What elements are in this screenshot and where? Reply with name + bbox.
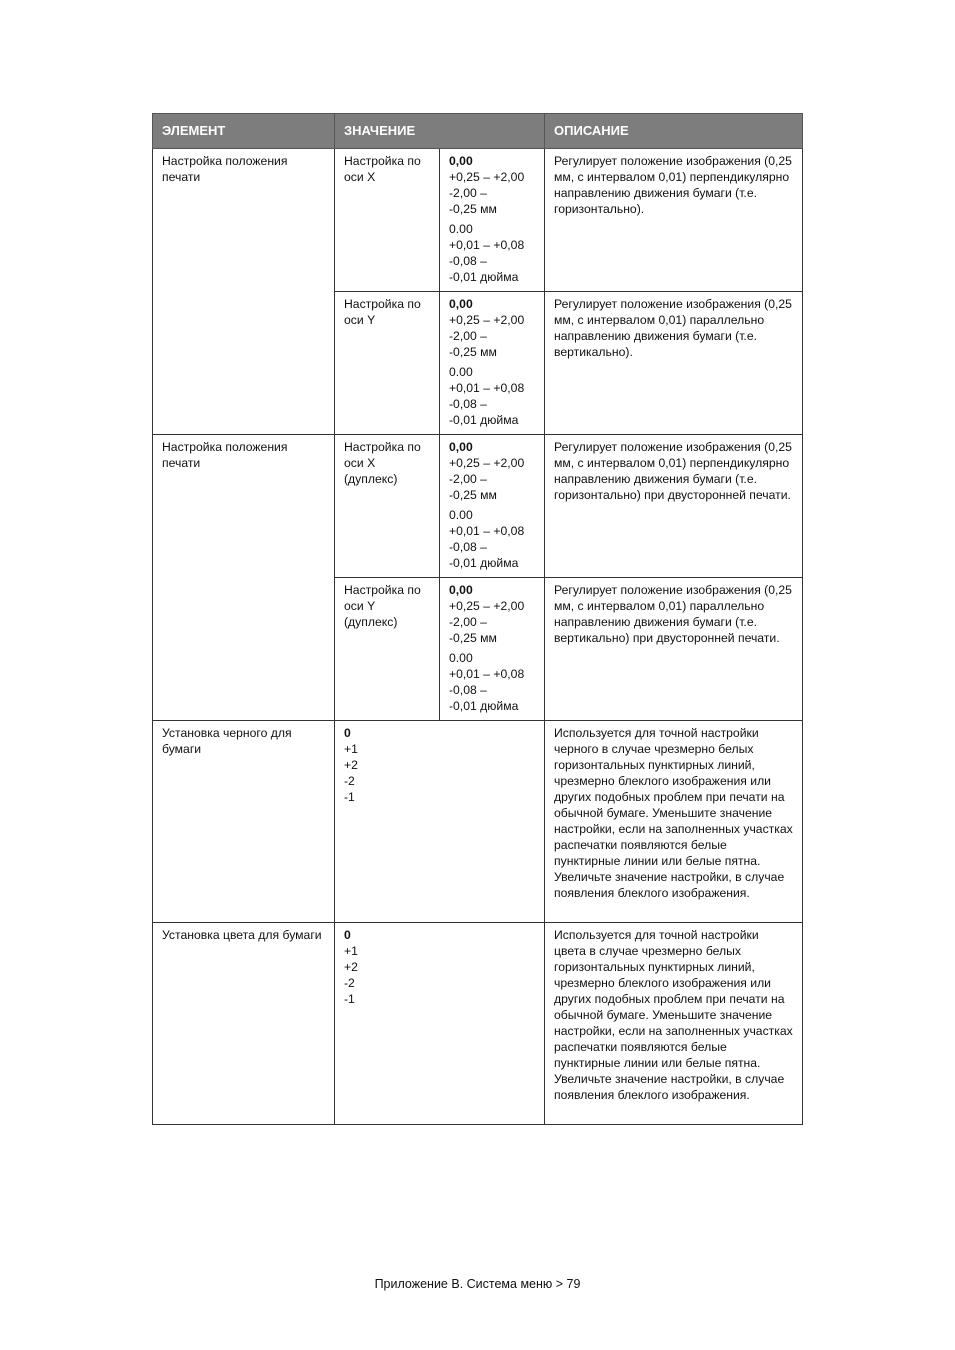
- value-cell: [335, 721, 545, 923]
- item-cell: [153, 149, 335, 435]
- value-line: -0,25 мм: [449, 202, 497, 216]
- item-label: Настройка положения печати: [162, 440, 288, 470]
- table-row: [153, 149, 803, 292]
- value-line: +1: [344, 742, 358, 756]
- sub-label: Настройка по оси Y (дуплекс): [344, 583, 421, 629]
- header-value: ЗНАЧЕНИЕ: [335, 114, 545, 149]
- value-line: -1: [344, 992, 355, 1006]
- value-default-inch: 0.00: [449, 222, 473, 236]
- value-line: -2,00 –: [449, 186, 487, 200]
- value-line: +2: [344, 960, 358, 974]
- value-default-inch: 0.00: [449, 508, 473, 522]
- value-default-mm: 0,00: [449, 154, 473, 168]
- sub-label-cell: [335, 292, 440, 435]
- table-header-row: [153, 114, 803, 149]
- value-line: +0,01 – +0,08: [449, 381, 525, 395]
- table-row: [153, 721, 803, 923]
- value-cell: [335, 923, 545, 1125]
- description-cell: [545, 721, 803, 923]
- value-line: -0,01 дюйма: [449, 270, 519, 284]
- menu-settings-table: [152, 113, 803, 1125]
- value-cell: [440, 578, 545, 721]
- sub-label: Настройка по оси Y: [344, 297, 421, 327]
- description-cell: [545, 578, 803, 721]
- value-line: -0,08 –: [449, 683, 487, 697]
- value-line: -2,00 –: [449, 472, 487, 486]
- sub-label: Настройка по оси X (дуплекс): [344, 440, 421, 486]
- value-default-mm: 0,00: [449, 440, 473, 454]
- value-cell: [440, 435, 545, 578]
- value-line: -0,08 –: [449, 397, 487, 411]
- value-default: 0: [344, 726, 351, 740]
- value-line: -2,00 –: [449, 615, 487, 629]
- description-text: Регулирует положение изображения (0,25 мм, с интервалом 0,01) перпендикулярно направлению движения бумаги (т.е. горизонтально) при двусторонней печати.: [554, 440, 792, 502]
- value-cell: [440, 149, 545, 292]
- description-text: Регулирует положение изображения (0,25 мм, с интервалом 0,01) параллельно направлению движения бумаги (т.е. вертикально).: [554, 297, 792, 359]
- value-default: 0: [344, 928, 351, 942]
- value-default-inch: 0.00: [449, 365, 473, 379]
- value-line: -2: [344, 774, 355, 788]
- value-line: -0,25 мм: [449, 345, 497, 359]
- sub-label-cell: [335, 435, 440, 578]
- header-element: ЭЛЕМЕНТ: [153, 114, 335, 149]
- value-line: -0,08 –: [449, 540, 487, 554]
- description-cell: [545, 923, 803, 1125]
- page-footer: Приложение В. Система меню > 79: [374, 1277, 581, 1291]
- description-cell: [545, 292, 803, 435]
- value-line: +2: [344, 758, 358, 772]
- value-line: +0,01 – +0,08: [449, 524, 525, 538]
- value-default-inch: 0.00: [449, 651, 473, 665]
- value-line: +1: [344, 944, 358, 958]
- value-line: -0,08 –: [449, 254, 487, 268]
- item-label: Установка цвета для бумаги: [162, 928, 322, 942]
- description-cell: [545, 435, 803, 578]
- value-line: -0,01 дюйма: [449, 413, 519, 427]
- item-cell: [153, 435, 335, 721]
- sub-label-cell: [335, 578, 440, 721]
- item-cell: [153, 721, 335, 923]
- sub-label-cell: [335, 149, 440, 292]
- header-description: ОПИСАНИЕ: [545, 114, 803, 149]
- table-row: [153, 923, 803, 1125]
- value-default-mm: 0,00: [449, 583, 473, 597]
- table-row: [153, 435, 803, 578]
- description-text: Регулирует положение изображения (0,25 мм, с интервалом 0,01) перпендикулярно направлению движения бумаги (т.е. горизонтально).: [554, 154, 792, 216]
- value-line: +0,25 – +2,00: [449, 599, 525, 613]
- value-line: -2: [344, 976, 355, 990]
- value-line: +0,25 – +2,00: [449, 170, 525, 184]
- value-line: -0,25 мм: [449, 631, 497, 645]
- value-cell: [440, 292, 545, 435]
- value-default-mm: 0,00: [449, 297, 473, 311]
- value-line: +0,01 – +0,08: [449, 667, 525, 681]
- description-text: Используется для точной настройки цвета в случае чрезмерно белых горизонтальных пунктирных линий, чрезмерно блеклого изображения или других подобных проблем при печати на обычной бумаге. Уменьшите значение настройки, если на заполненных участках распечатки появляются белые пунктирные линии или белые пятна. Увеличьте значение настройки, в случае появления блеклого изображения.: [554, 928, 793, 1102]
- value-line: +0,01 – +0,08: [449, 238, 525, 252]
- description-cell: [545, 149, 803, 292]
- description-text: Используется для точной настройки черного в случае чрезмерно белых горизонтальных пунктирных линий, чрезмерно блеклого изображения или других подобных проблем при печати на обычной бумаге. Уменьшите значение настройки, если на заполненных участках распечатки появляются белые пунктирные линии или белые пятна. Увеличьте значение настройки, в случае появления блеклого изображения.: [554, 726, 793, 900]
- item-label: Настройка положения печати: [162, 154, 288, 184]
- value-line: -0,01 дюйма: [449, 556, 519, 570]
- value-line: -0,25 мм: [449, 488, 497, 502]
- sub-label: Настройка по оси X: [344, 154, 421, 184]
- value-line: -2,00 –: [449, 329, 487, 343]
- value-line: +0,25 – +2,00: [449, 313, 525, 327]
- value-line: +0,25 – +2,00: [449, 456, 525, 470]
- item-label: Установка черного для бумаги: [162, 726, 292, 756]
- value-line: -1: [344, 790, 355, 804]
- value-line: -0,01 дюйма: [449, 699, 519, 713]
- description-text: Регулирует положение изображения (0,25 мм, с интервалом 0,01) параллельно направлению движения бумаги (т.е. вертикально) при двусторонней печати.: [554, 583, 792, 645]
- item-cell: [153, 923, 335, 1125]
